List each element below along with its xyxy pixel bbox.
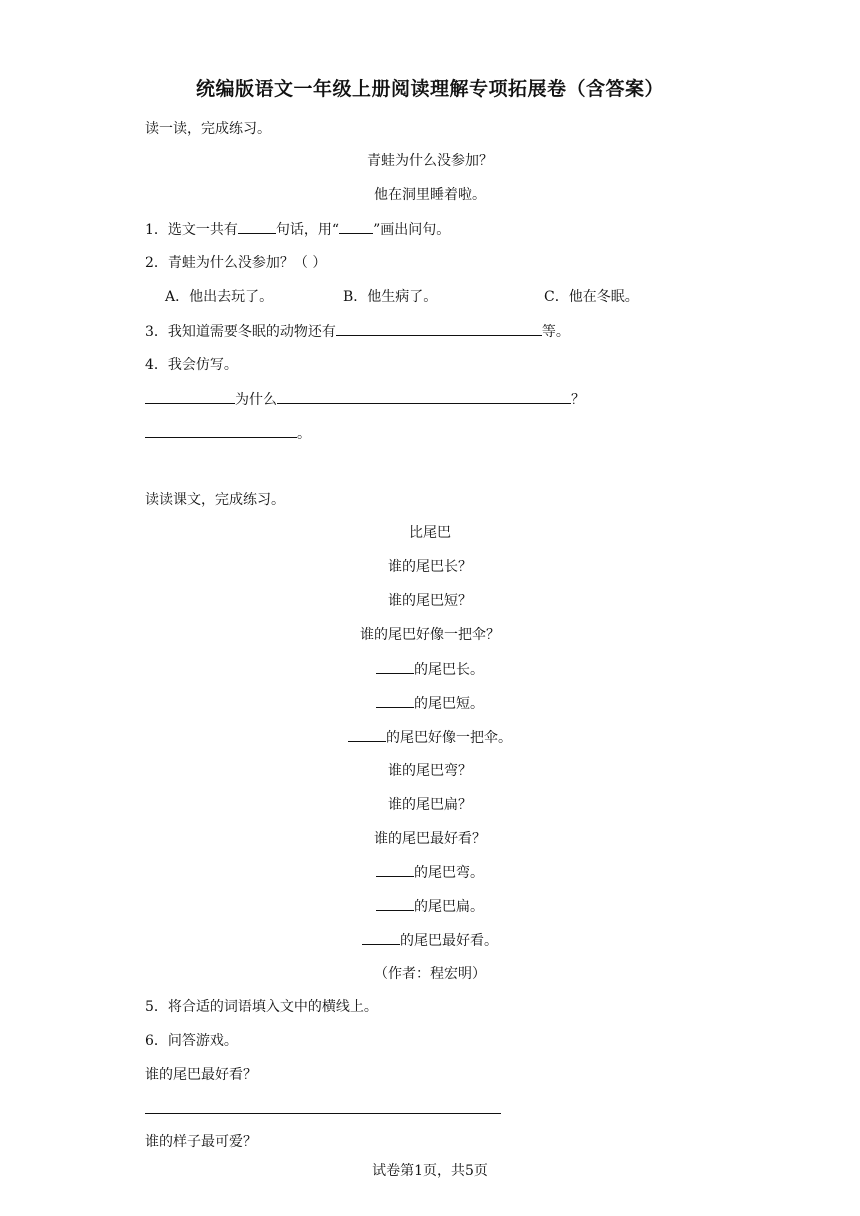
poem-line-6-text: 的尾巴好像一把伞。 <box>386 730 512 746</box>
poem-line-10-text: 的尾巴弯。 <box>414 865 484 881</box>
poem-line-5 <box>0 693 860 714</box>
poem-line-1: 谁的尾巴长？ <box>388 559 472 575</box>
question-2: 2．青蛙为什么没参加？（ ） <box>145 255 327 271</box>
poem-line-4-text: 的尾巴长。 <box>414 662 484 678</box>
question-3 <box>145 321 570 342</box>
poem-line-3: 谁的尾巴好像一把伞？ <box>360 627 500 643</box>
q1-blank-count[interactable] <box>238 219 276 234</box>
poem-line-4 <box>0 659 860 680</box>
poem-line-10 <box>0 862 860 883</box>
q1-blank-mark[interactable] <box>339 219 373 234</box>
poem-blank-2[interactable] <box>376 693 414 708</box>
page-footer: 试卷第1页，共5页 <box>372 1163 488 1179</box>
q4-blank-answer[interactable] <box>145 423 297 438</box>
question-5: 5．将合适的词语填入文中的横线上。 <box>145 999 378 1015</box>
poem-blank-4[interactable] <box>376 862 414 877</box>
q6-answer-line-1[interactable] <box>145 1113 501 1114</box>
q3-blank[interactable] <box>336 321 542 336</box>
q2-option-b[interactable]: B．他生病了。 <box>343 289 438 305</box>
passage-line-1: 青蛙为什么没参加？ <box>367 153 493 169</box>
poem-blank-3[interactable] <box>348 727 386 742</box>
poem-line-6 <box>0 727 860 748</box>
q4-blank-question[interactable] <box>277 389 571 404</box>
q2-option-c[interactable]: C．他在冬眠。 <box>544 289 639 305</box>
poem-line-8: 谁的尾巴扁？ <box>388 797 472 813</box>
q4-period: 。 <box>297 426 311 442</box>
poem-line-12 <box>0 930 860 951</box>
q3-text-a: 3．我知道需要冬眠的动物还有 <box>145 324 336 340</box>
poem-line-12-text: 的尾巴最好看。 <box>400 933 498 949</box>
q4-qmark: ？ <box>571 392 585 408</box>
poem-blank-6[interactable] <box>362 930 400 945</box>
poem-line-2: 谁的尾巴短？ <box>388 593 472 609</box>
q1-text-c: ”画出问句。 <box>373 222 451 238</box>
q4-line-2 <box>145 423 311 444</box>
section1-instruction: 读一读，完成练习。 <box>145 121 271 137</box>
section2-instruction: 读读课文，完成练习。 <box>145 492 285 508</box>
q1-text-a: 1．选文一共有 <box>145 222 238 238</box>
question-4: 4．我会仿写。 <box>145 357 238 373</box>
poem-blank-1[interactable] <box>376 659 414 674</box>
poem-title: 比尾巴 <box>409 525 451 541</box>
question-1 <box>145 219 450 240</box>
page-title: 统编版语文一年级上册阅读理解专项拓展卷（含答案） <box>195 78 664 100</box>
question-6: 6．问答游戏。 <box>145 1033 238 1049</box>
poem-blank-5[interactable] <box>376 896 414 911</box>
q6-prompt-1: 谁的尾巴最好看？ <box>145 1067 257 1083</box>
q3-text-b: 等。 <box>541 324 570 340</box>
q6-prompt-2: 谁的样子最可爱？ <box>145 1134 257 1150</box>
q4-blank-subject[interactable] <box>145 389 235 404</box>
poem-line-11-text: 的尾巴扁。 <box>414 899 484 915</box>
q4-line-1 <box>145 389 585 410</box>
passage-line-2: 他在洞里睡着啦。 <box>374 187 486 203</box>
poem-line-5-text: 的尾巴短。 <box>414 696 484 712</box>
q2-option-a[interactable]: A．他出去玩了。 <box>165 289 274 305</box>
poem-author: （作者：程宏明） <box>374 966 486 982</box>
poem-line-7: 谁的尾巴弯？ <box>388 763 472 779</box>
poem-line-11 <box>0 896 860 917</box>
q4-mid-text: 为什么 <box>235 392 277 408</box>
poem-line-9: 谁的尾巴最好看？ <box>374 831 486 847</box>
q1-text-b: 句话，用“ <box>275 222 340 238</box>
